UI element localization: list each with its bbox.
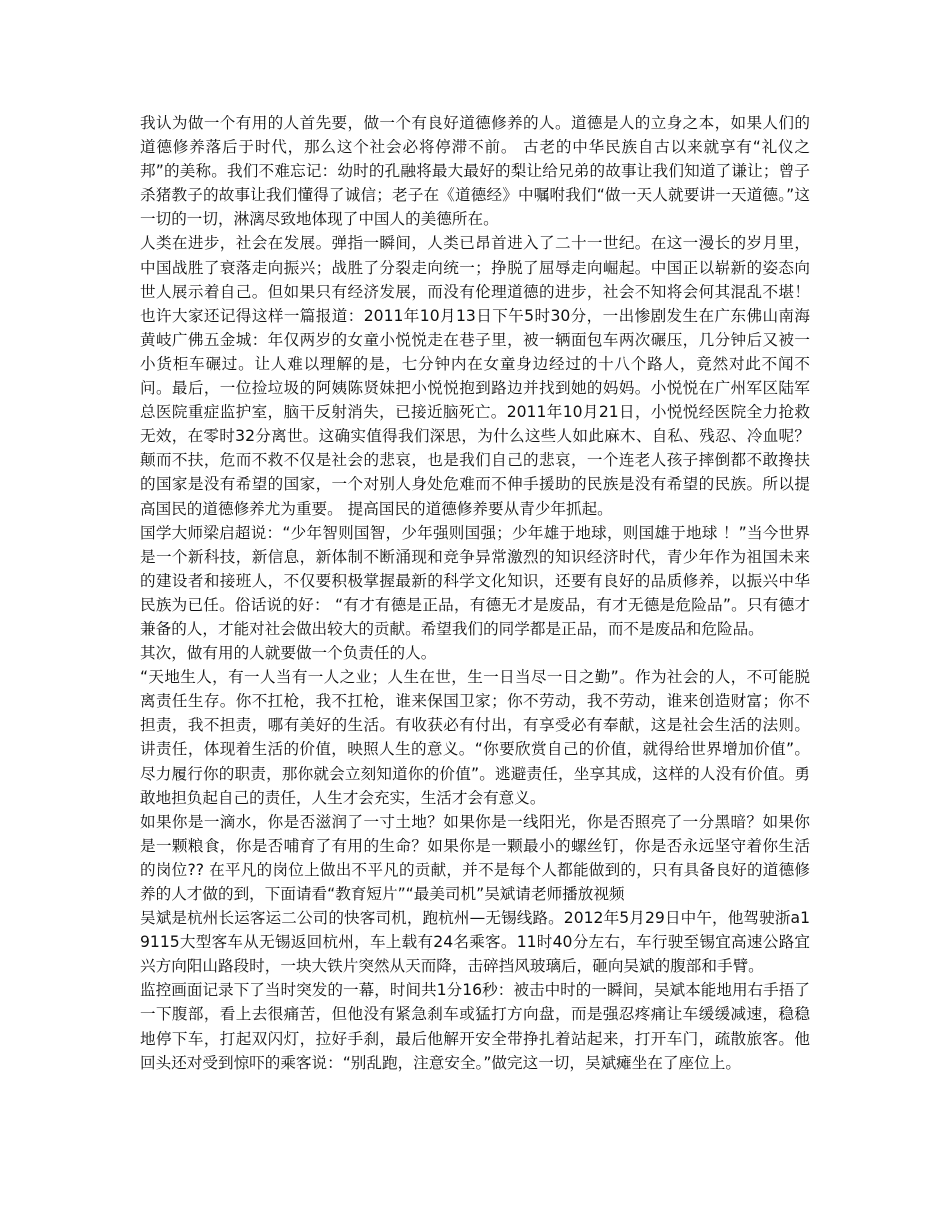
document-body bbox=[140, 111, 810, 1075]
paragraph-responsibility-body: “天地生人，有一人当有一人之业；人生在世，生一日当尽一日之勤”。作为社会的人，不可能脱离责任生存。你不扛枪，我不扛枪，谁来保国卫家；你不劳动，我不劳动，谁来创造财富；你不担责，我不担责，哪有美好的生活。有收获必有付出，有享受必有奉献，这是社会生活的法则。讲责任，体现着生活的价值，映照人生的意义。“你要欣赏自己的价值，就得给世界增加价值”。尽力履行你的职责，那你就会立刻知道你的价值”。逃避责任，坐享其成，这样的人没有价值。勇敢地担负起自己的责任，人生才会充实，生活才会有意义。 bbox=[140, 668, 810, 807]
paragraph-water-drop: 如果你是一滴水，你是否滋润了一寸土地？如果你是一线阳光，你是否照亮了一分黑暗？如果你是一颗粮食，你是否哺育了有用的生命？如果你是一颗最小的螺丝钉，你是否永远坚守着你生活的岗位?? 在平凡的岗位上做出不平凡的贡献，并不是每个人都能做到的，只有具备良好的道德修养的人才做的到，下面请看“教育短片”“最美司机”吴斌请老师播放视频 bbox=[140, 812, 810, 903]
paragraph-wu-bin-intro: 吴斌是杭州长运客运二公司的快客司机，跑杭州—无锡线路。2012年5月29日中午，他驾驶浙a19115大型客车从无锡返回杭州，车上载有24名乘客。11时40分左右，车行驶至锡宜高速公路宜兴方向阳山路段时，一块大铁片突然从天而降，击碎挡风玻璃后，砸向吴斌的腹部和手臂。 bbox=[140, 909, 810, 976]
paragraph-wu-bin-footage: 监控画面记录下了当时突发的一幕，时间共1分16秒：被击中时的一瞬间，吴斌本能地用右手捂了一下腹部，看上去很痛苦，但他没有紧急刹车或猛打方向盘，而是强忍疼痛让车缓缓减速，稳稳地停下车，打起双闪灯，拉好手刹，最后他解开安全带挣扎着站起来，打开车门，疏散旅客。他回头还对受到惊吓的乘客说：“别乱跑，注意安全。”做完这一切，吴斌瘫坐在了座位上。 bbox=[140, 981, 810, 1072]
paragraph-morality-intro: 我认为做一个有用的人首先要，做一个有良好道德修养的人。道德是人的立身之本，如果人们的道德修养落后于时代，那么这个社会必将停滞不前。 古老的中华民族自古以来就享有“礼仪之邦”的美称。我们不难忘记：幼时的孔融将最大最好的梨让给兄弟的故事让我们知道了谦让；曾子杀猪教子的故事让我们懂得了诚信；老子在《道德经》中嘱咐我们“做一天人就要讲一天道德。”这一切的一切，淋漓尽致地体现了中国人的美德所在。 bbox=[140, 114, 810, 229]
paragraph-xiaoyueyue-report: 人类在进步，社会在发展。弹指一瞬间，人类已昂首进入了二十一世纪。在这一漫长的岁月里，中国战胜了衰落走向振兴；战胜了分裂走向统一；挣脱了屈辱走向崛起。中国正以崭新的姿态向世人展示着自己。但如果只有经济发展，而没有伦理道德的进步，社会不知将会何其混乱不堪！ 也许大家还记得这样一篇报道：2011年10月13日下午5时30分，一出惨剧发生在广东佛山南海黄岐广佛五金城：年仅两岁的女童小悦悦走在巷子里，被一辆面包车两次碾压，几分钟后又被一小货柜车碾过。让人难以理解的是，七分钟内在女童身边经过的十八个路人，竟然对此不闻不问。最后，一位捡垃圾的阿姨陈贤妹把小悦悦抱到路边并找到她的妈妈。小悦悦在广州军区陆军总医院重症监护室，脑干反射消失，已接近脑死亡。2011年10月21日，小悦悦经医院全力抢救无效，在零时32分离世。这确实值得我们深思，为什么这些人如此麻木、自私、残忍、冷血呢？颠而不扶，危而不救不仅是社会的悲哀，也是我们自己的悲哀，一个连老人孩子摔倒都不敢搀扶的国家是没有希望的国家，一个对别人身处危难而不伸手援助的民族是没有希望的民族。所以提高国民的道德修养尤为重要。 提高国民的道德修养要从青少年抓起。 bbox=[140, 234, 810, 518]
paragraph-liang-qichao-quote: 国学大师梁启超说：“少年智则国智，少年强则国强；少年雄于地球，则国雄于地球 ！”当今世界是一个新科技，新信息，新体制不断涌现和竞争异常激烈的知识经济时代，青少年作为祖国未来的建设者和接班人，不仅要积极掌握最新的科学文化知识，还要有良好的品质修养，以振兴中华民族为已任。俗话说的好： “有才有德是正品，有德无才是废品，有才无德是危险品”。只有德才兼备的人，才能对社会做出较大的贡献。希望我们的同学都是正品，而不是废品和危险品。 bbox=[140, 523, 810, 638]
paragraph-responsibility-heading: 其次，做有用的人就要做一个负责任的人。 bbox=[140, 644, 437, 663]
